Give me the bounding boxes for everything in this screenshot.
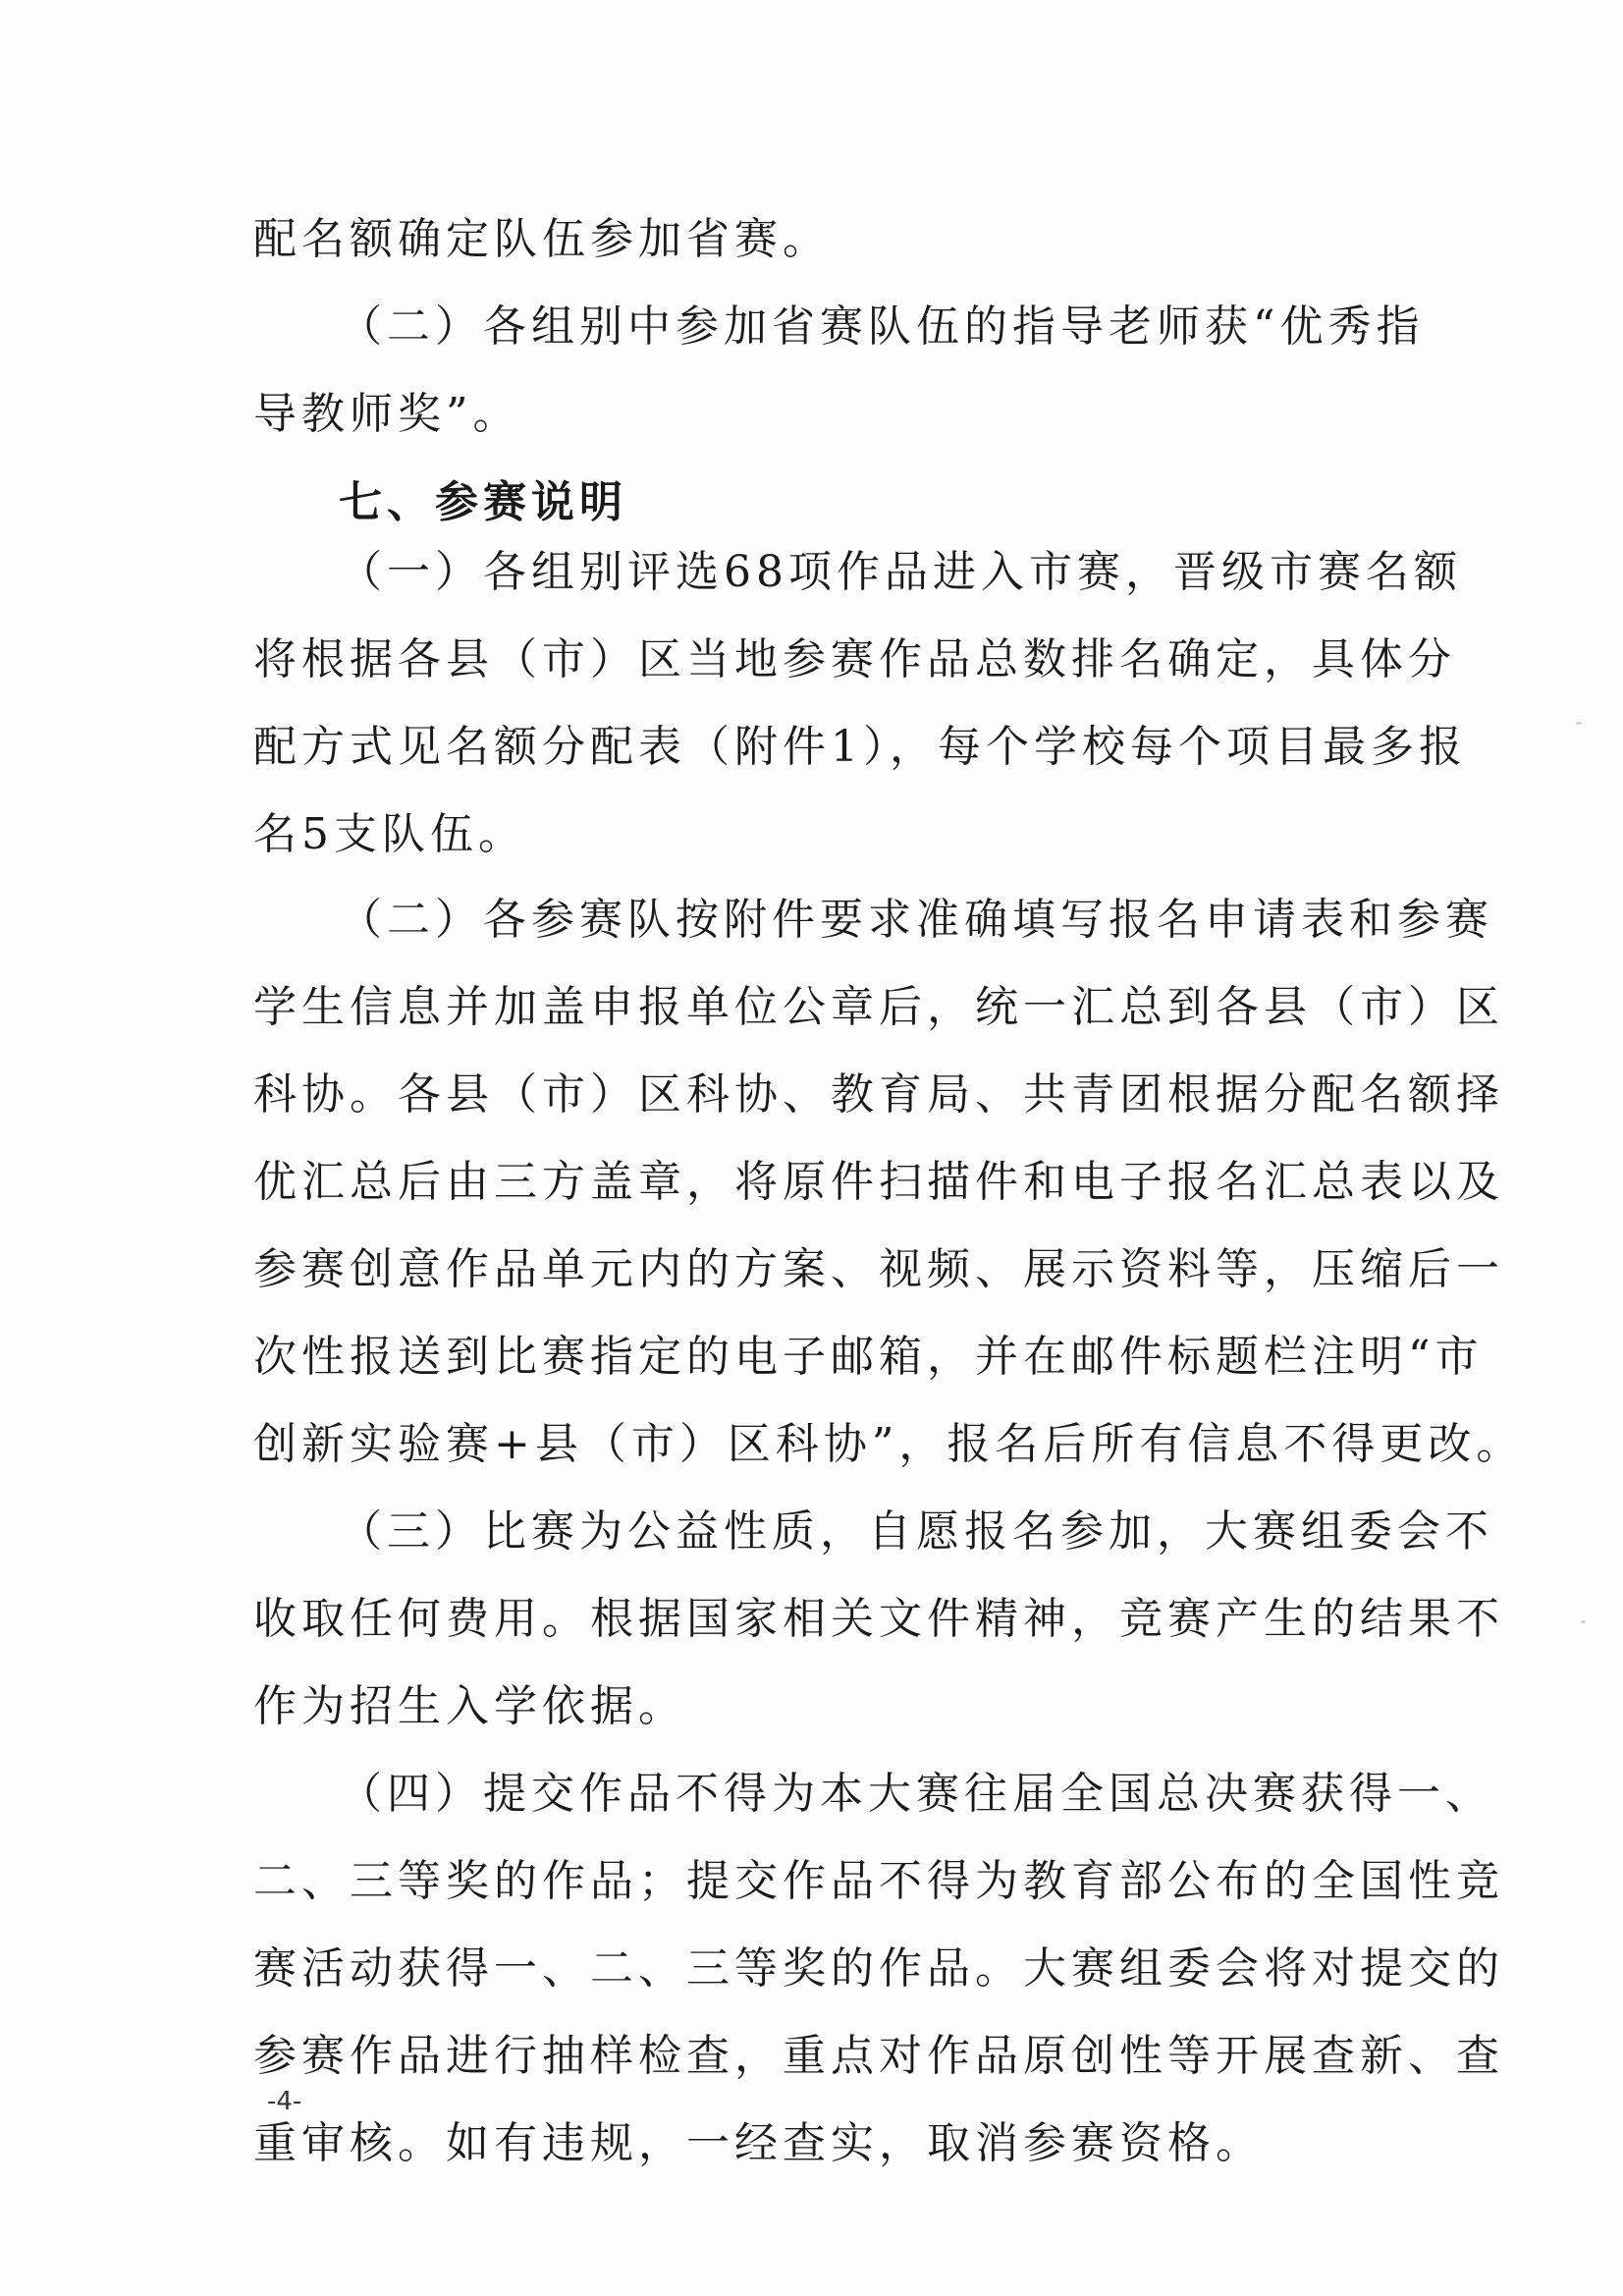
text-line-8: 名5支队伍。 <box>253 809 526 859</box>
text-line-21: 赛活动获得一、二、三等奖的作品。大赛组委会将对提交的 <box>253 1943 1504 1994</box>
text-line-1: 配名额确定队伍参加省赛。 <box>253 214 831 264</box>
section-heading-7: 七、参赛说明 <box>339 477 627 527</box>
text-line-7: 配方式见名额分配表（附件1），每个学校每个项目最多报 <box>253 722 1467 772</box>
text-line-19: （四）提交作品不得为本大赛往届全国总决赛获得一、 <box>339 1769 1493 1819</box>
text-line-5: （一）各组别评选68项作品进入市赛，晋级市赛名额 <box>339 547 1462 597</box>
scan-speck <box>1576 722 1582 725</box>
text-line-14: 次性报送到比赛指定的电子邮箱，并在邮件标题栏注明“市 <box>253 1332 1484 1382</box>
text-line-10: 学生信息并加盖申报单位公章后，统一汇总到各县（市）区 <box>253 982 1504 1032</box>
text-line-20: 二、三等奖的作品；提交作品不得为教育部公布的全国性竞 <box>253 1856 1504 1906</box>
text-line-17: 收取任何费用。根据国家相关文件精神，竞赛产生的结果不 <box>253 1594 1504 1644</box>
page-number: -4- <box>267 2087 302 2116</box>
text-line-22: 参赛作品进行抽样检查，重点对作品原创性等开展查新、查 <box>253 2031 1504 2081</box>
text-line-3: 导教师奖”。 <box>253 389 521 439</box>
text-line-9: （二）各参赛队按附件要求准确填写报名申请表和参赛 <box>339 895 1493 945</box>
text-line-23: 重审核。如有违规，一经查实，取消参赛资格。 <box>253 2118 1264 2168</box>
text-line-13: 参赛创意作品单元内的方案、视频、展示资料等，压缩后一 <box>253 1244 1504 1294</box>
text-line-16: （三）比赛为公益性质，自愿报名参加，大赛组委会不 <box>339 1506 1493 1557</box>
text-line-12: 优汇总后由三方盖章，将原件扫描件和电子报名汇总表以及 <box>253 1157 1504 1207</box>
text-line-18: 作为招生入学依据。 <box>253 1681 686 1731</box>
scan-speck <box>1581 1620 1586 1623</box>
text-line-6: 将根据各县（市）区当地参赛作品总数排名确定，具体分 <box>253 634 1456 684</box>
text-line-2: （二）各组别中参加省赛队伍的指导老师获“优秀指 <box>339 301 1425 352</box>
text-line-11: 科协。各县（市）区科协、教育局、共青团根据分配名额择 <box>253 1069 1504 1120</box>
text-line-15: 创新实验赛+县（市）区科协”，报名后所有信息不得更改。 <box>253 1419 1525 1469</box>
